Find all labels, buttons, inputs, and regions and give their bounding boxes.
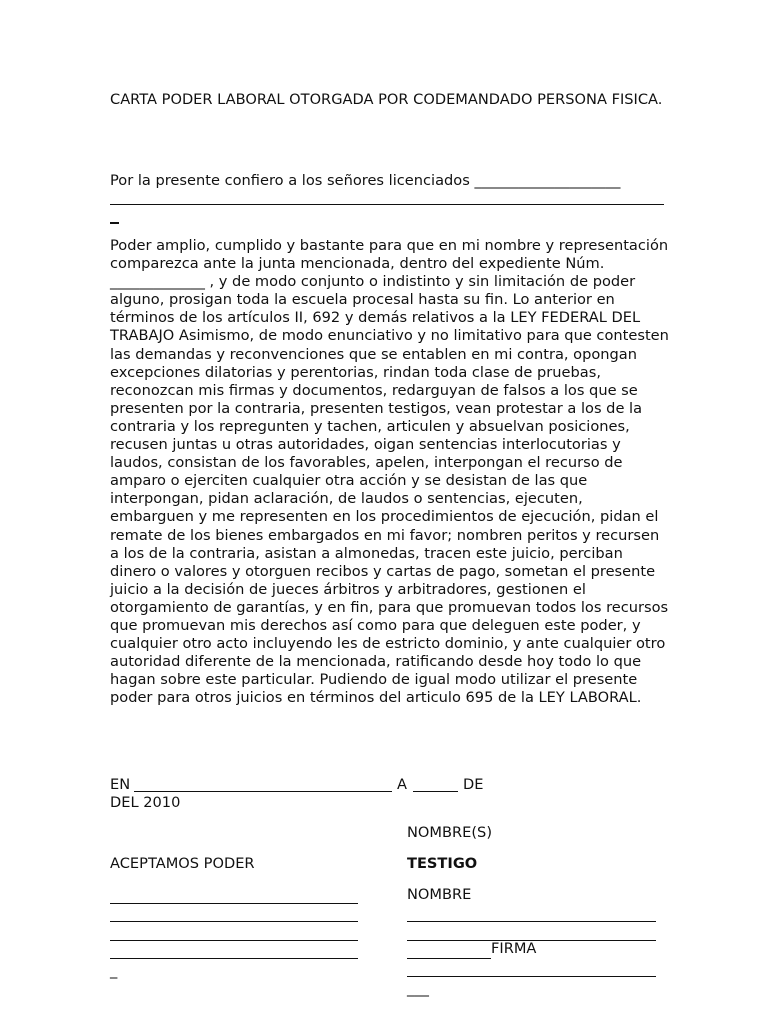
testigo-line-1 xyxy=(407,921,656,922)
signature-short-dash: _ xyxy=(110,962,118,979)
body-text-end: , y de modo conjunto o indistinto y sin limitación de poder alguno, prosigan toda la escuela procesal hasta su fin. Lo anterior en términos de los artículos II, 692 y demás relativos a la LEY FEDERAL DEL TRABAJO Asimismo, de modo enunciativo y no limitativo para que contesten las demandas y reconvenciones que se entablen en mi contra, opongan excepciones dilatorias y perentorias, rindan toda clase de pruebas, reconozcan mis firmas y documentos, redarguyan de falsos a los que se presenten por la contraria, presenten testigos, vean protestar a los de la contraria y los repregunten y tachen, articulen y absuelvan posiciones, recusen juntas u otras autoridades, oigan sentencias interlocutorias y laudos, consistan de los favorables, apelen, interpongan el recurso de amparo o ejerciten cualquier otra acción y se desistan de las que interpongan, pidan aclaración, de laudos o sentencias, ejecuten, embarguen y me representen en los procedimientos de ejecución, pidan el remate de los bienes embargados en mi favor; nombren peritos y recursen a los de la contraria, asistan a almonedas, tracen este juicio, perciban dinero o valores y otorguen recibos y cartas de pago, sometan el presente juicio a la decisión de jueces árbitros y arbitradores, gestionen el otorgamiento de garantías, y en fin, para que promuevan todos los recursos que promuevan mis derechos así como para que deleguen este poder, y cualquier otro acto incluyendo les de estricto dominio, y ante cualquier otro autoridad diferente de la mencionada, ratificando desde hoy todo lo que hagan sobre este particular. Pudiendo de igual modo utilizar el presente poder para otros juicios en términos del articulo 695 de la LEY LABORAL. xyxy=(110,273,669,707)
place-de: DE xyxy=(463,776,484,793)
intro-text: Por la presente confiero a los señores licenciados xyxy=(110,172,470,189)
blank-line xyxy=(110,204,664,205)
signature-line-2 xyxy=(110,921,358,922)
place-prefix: EN xyxy=(110,776,131,793)
firma-label: FIRMA xyxy=(491,940,537,957)
aceptamos-label: ACEPTAMOS PODER xyxy=(110,855,255,872)
body-text-start: Poder amplio, cumplido y bastante para que en mi nombre y representación comparezca ante la junta mencionada, dentro del expediente Núm. xyxy=(110,237,669,273)
testigo-label: TESTIGO xyxy=(407,855,478,872)
firma-blank xyxy=(407,958,491,959)
nombres-label: NOMBRE(S) xyxy=(407,824,493,841)
testigo-line-3 xyxy=(407,976,656,977)
intro-blank: ____________________ xyxy=(474,172,621,189)
intro-line xyxy=(110,172,620,190)
place-a: A xyxy=(397,776,407,793)
year-line: DEL 2010 xyxy=(110,794,181,811)
signature-line-1 xyxy=(110,903,358,904)
testigo-short-blank: ___ xyxy=(407,980,429,997)
signature-line-4 xyxy=(110,958,358,959)
expediente-blank: _____________ xyxy=(110,273,205,291)
place-blank xyxy=(134,791,392,792)
nombre-label: NOMBRE xyxy=(407,886,472,903)
blank-line-short xyxy=(110,222,119,224)
signature-line-3 xyxy=(110,940,358,941)
day-blank xyxy=(413,791,458,792)
document-title: CARTA PODER LABORAL OTORGADA POR CODEMANDADO PERSONA FISICA. xyxy=(110,91,663,108)
body-paragraph xyxy=(110,237,670,707)
